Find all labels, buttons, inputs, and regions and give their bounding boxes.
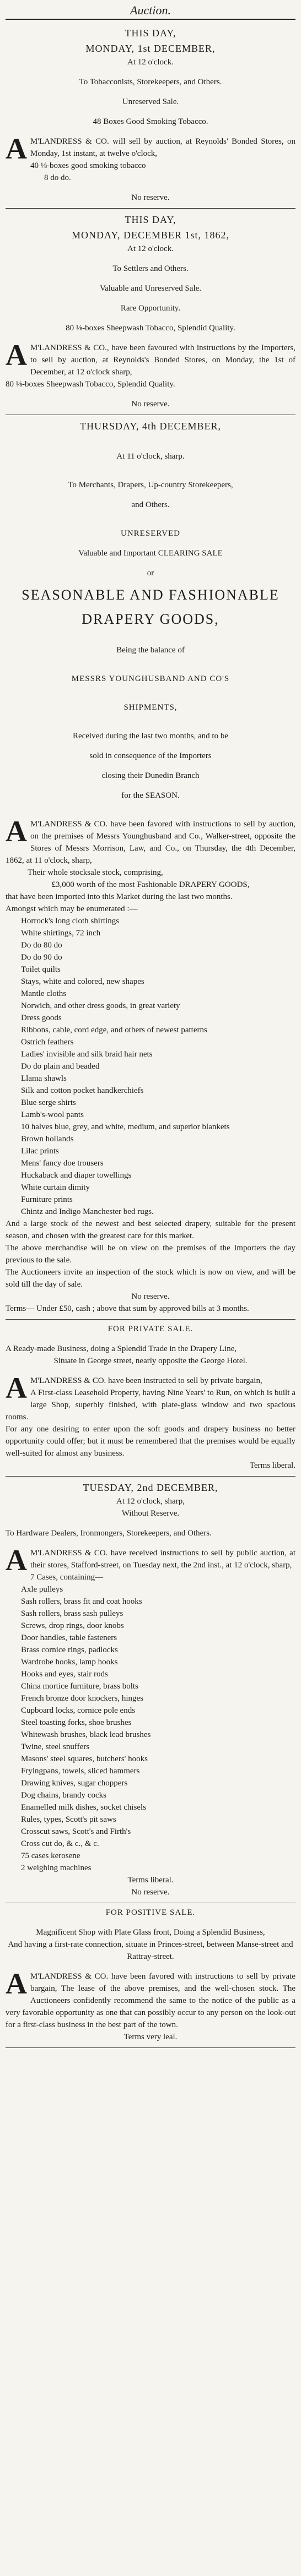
list-item: Whitewash brushes, black lead brushes (21, 1730, 151, 1739)
list-item: Steel toasting forks, shoe brushes (21, 1718, 132, 1727)
ad-audience: To Settlers and Others. (112, 264, 189, 273)
list-item: Masons' steel squares, butchers' hooks (21, 1755, 148, 1763)
list-item: Toilet quilts (21, 965, 61, 974)
list-item: Brass cornice rings, padlocks (21, 1646, 118, 1654)
ad-line: And having a first-rate connection, situate in Princes-street, between Manse-street and Rattray-street. (8, 1940, 293, 1961)
ad-line: 40 ⅛-boxes good smoking tobacco (30, 161, 146, 170)
ad-para-3: The Auctioneers invite an inspection of the stock which is now on view, and will be sold till the day of sale. (6, 1268, 295, 1289)
drop-cap: A (6, 339, 27, 372)
ad-rare: Rare Opportunity. (120, 304, 181, 313)
ad-line: Magnificent Shop with Plate Glass front, Doing a Splendid Business, (36, 1928, 265, 1937)
ad-body-3: £3,000 worth of the most Fashionable DRAPERY GOODS, (51, 880, 250, 889)
ad-date: TUESDAY, 2nd DECEMBER, (83, 1482, 218, 1493)
ad-lot: 80 ⅛-boxes Sheepwash Tobacco, Splendid Quality. (66, 324, 235, 333)
list-item: Blue serge shirts (21, 1098, 76, 1107)
ad-valuable: Valuable and Important CLEARING SALE (78, 549, 223, 558)
list-item: Fryingpans, towels, sliced hammers (21, 1767, 140, 1776)
ad-reserve: No reserve. (131, 400, 170, 409)
list-item: Mens' fancy doe trousers (21, 1159, 104, 1168)
ad-or: or (147, 569, 154, 578)
ad-being: Being the balance of (116, 646, 185, 655)
list-item: 10 halves blue, grey, and white, medium, and superior blankets (21, 1123, 230, 1131)
ad-terms: Terms liberal. (249, 1461, 295, 1470)
ad-drapery: DRAPERY GOODS, (82, 611, 219, 627)
ad-among: Amongst which may be enumerated :— (6, 905, 138, 913)
list-item: Huckaback and diaper towellings (21, 1171, 132, 1180)
goods-list (6, 915, 295, 1218)
drop-cap: A (6, 1544, 27, 1577)
ad-when: MONDAY, 1st DECEMBER, (85, 43, 216, 54)
ad-received-3: closing their Dunedin Branch (101, 771, 200, 780)
list-item: Dog chains, brandy cocks (21, 1791, 106, 1800)
ad-without: Without Reserve. (121, 1509, 180, 1518)
list-item: Crosscut saws, Scott's and Firth's (21, 1827, 131, 1836)
list-item: Cupboard locks, cornice pole ends (21, 1706, 136, 1715)
list-item: Enamelled milk dishes, socket chisels (21, 1803, 147, 1812)
ad-body: M'LANDRESS & CO., have been favoured with instructions by the Importers, to sell by auction, at Reynolds's Bonded Stores, on Monday, the 1st of December, at 12 o'clock sharp, (30, 344, 295, 377)
list-item: Chintz and Indigo Manchester bed rugs. (21, 1207, 154, 1216)
ad-line: A Ready-made Business, doing a Splendid Trade in the Drapery Line, (6, 1344, 237, 1353)
ad-sale-type: Valuable and Unreserved Sale. (99, 284, 202, 293)
positive-sale-ad (6, 1903, 295, 2048)
list-item: Hooks and eyes, stair rods (21, 1670, 108, 1679)
ad-time: At 11 o'clock, sharp. (116, 452, 185, 461)
list-item: Lamb's-wool pants (21, 1110, 84, 1119)
list-item: 2 weighing machines (21, 1864, 92, 1872)
list-item: White shirtings, 72 inch (21, 929, 101, 938)
drop-cap: A (6, 1371, 27, 1404)
list-item: Twine, steel snuffers (21, 1742, 90, 1751)
ad-audience: To Merchants, Drapers, Up-country Storekeepers, (68, 481, 233, 489)
list-item: Do do 90 do (21, 953, 62, 962)
ad-body-2: Their whole stocksale stock, comprising, (28, 868, 163, 877)
list-item: Do do plain and beaded (21, 1062, 100, 1071)
auction-ad-drapery (6, 415, 295, 1320)
ad-terms: Terms very leal. (123, 2033, 178, 2041)
ad-line: 80 ⅛-boxes Sheepwash Tobacco, Splendid Quality. (6, 380, 175, 389)
ad-body: M'LANDRESS & CO. will sell by auction, at Reynolds' Bonded Stores, on Monday, 1st instant, at twelve o'clock, (30, 137, 295, 158)
ad-body: M'LANDRESS & CO. have been favored with instructions to sell by auction, on the premises of Messrs Younghusband and Co., Walker-street, opposite the Stores of Messrs Morrison, Law, and Co., on Thursday, the 4th December, 1862, at 11 o'clock, sharp, (6, 820, 295, 865)
ad-audience: To Tobacconists, Storekeepers, and Others. (79, 78, 222, 86)
list-item: Llama shawls (21, 1074, 67, 1083)
ad-audience: To Hardware Dealers, Ironmongers, Storekeepers, and Others. (6, 1529, 212, 1538)
drop-cap: A (6, 132, 27, 165)
ad-body: M'LANDRESS & CO. have received instructions to sell by public auction, at their stores, Stafford-street, on Tuesday next, the 2nd inst., at 12 o'clock, sharp, (30, 1549, 295, 1570)
ad-sale-type: Unreserved Sale. (122, 97, 179, 106)
ad-line: 8 do do. (44, 173, 71, 182)
list-item: Screws, drop rings, door knobs (21, 1621, 124, 1630)
auction-ad-sheepwash (6, 209, 295, 415)
list-item: White curtain dimity (21, 1183, 90, 1192)
list-item: Mantle cloths (21, 989, 67, 998)
ad-body-2: A First-class Leasehold Property, having Nine Years' to Run, on which is built a large Shop, superbly finished, with plate-glass window and two spacious rooms. (6, 1388, 295, 1422)
list-item: Do do 80 do (21, 941, 62, 950)
auction-ad-hardware (6, 1477, 295, 1903)
list-item: Brown hollands (21, 1135, 74, 1143)
ad-reserve: No reserve. (131, 193, 170, 202)
ad-line: Situate in George street, nearly opposite the George Hotel. (53, 1357, 248, 1365)
list-item: Axle pulleys (21, 1585, 63, 1594)
hardware-list (6, 1583, 295, 1874)
list-item: China mortice furniture, brass bolts (21, 1682, 138, 1691)
ad-body-4: that have been imported into this Market during the last two months. (6, 892, 233, 901)
list-item: Sash rollers, brass sash pulleys (21, 1609, 123, 1618)
list-item: French bronze door knockers, hinges (21, 1694, 144, 1703)
section-heading: Auction. (6, 3, 295, 20)
ad-audience-2: and Others. (131, 500, 170, 509)
ad-time: At 12 o'clock. (127, 58, 174, 67)
ad-unreserved: UNRESERVED (121, 529, 180, 538)
newspaper-column (6, 0, 295, 2048)
ad-date: THIS DAY, (125, 214, 176, 225)
list-item: Horrock's long cloth shirtings (21, 917, 120, 925)
ad-when: THURSDAY, 4th DECEMBER, (79, 421, 222, 432)
drop-cap: A (6, 815, 27, 848)
auction-ad-tobacco (6, 22, 295, 209)
ad-received-4: for the SEASON. (121, 791, 180, 800)
list-item: Sash rollers, brass fit and coat hooks (21, 1597, 142, 1606)
drop-cap: A (6, 1967, 27, 2000)
ad-reserve: No reserve. (131, 1888, 170, 1897)
list-item: Drawing knives, sugar choppers (21, 1779, 128, 1788)
ad-shipments: SHIPMENTS, (123, 703, 178, 712)
ad-terms: Terms— Under £50, cash ; above that sum by approved bills at 3 months. (6, 1304, 249, 1313)
list-item: Stays, white and colored, new shapes (21, 977, 144, 986)
list-item: Ostrich feathers (21, 1038, 74, 1047)
ad-body-3: For any one desiring to enter upon the soft goods and drapery business no better opportunity could offer; but it must be remembered that the premises would be equally well-suited for almost any business. (6, 1425, 295, 1458)
ad-messrs: MESSRS YOUNGHUSBAND AND CO'S (71, 674, 230, 683)
list-item: 75 cases kerosene (21, 1851, 80, 1860)
ad-when: MONDAY, DECEMBER 1st, 1862, (71, 230, 230, 241)
ad-time: At 12 o'clock. (127, 244, 174, 253)
ad-received-2: sold in consequence of the Importers (89, 751, 212, 760)
ad-date: THIS DAY, (125, 28, 176, 39)
ad-seasonable: SEASONABLE AND FASHIONABLE (22, 587, 280, 603)
list-item: Door handles, table fasteners (21, 1633, 117, 1642)
ad-cases: 7 Cases, containing— (30, 1573, 104, 1582)
ad-body: M'LANDRESS & CO. have been instructed to sell by private bargain, (30, 1376, 262, 1385)
ad-received-1: Received during the last two months, and to be (72, 732, 229, 740)
list-item: Norwich, and other dress goods, in great variety (21, 1001, 180, 1010)
list-item: Dress goods (21, 1014, 62, 1022)
ad-terms: Terms liberal. (127, 1876, 174, 1885)
list-item: Silk and cotton pocket handkerchiefs (21, 1086, 144, 1095)
list-item: Ladies' invisible and silk braid hair nets (21, 1050, 153, 1059)
list-item: Wardrobe hooks, lamp hooks (21, 1658, 118, 1666)
ad-para-1: And a large stock of the newest and best selected drapery, suitable for the present season, and chosen with the greatest care for this market. (6, 1219, 295, 1240)
private-sale-ad (6, 1320, 295, 1477)
list-item: Furniture prints (21, 1195, 73, 1204)
ad-time: At 12 o'clock, sharp, (116, 1497, 185, 1506)
list-item: Ribbons, cable, cord edge, and others of newest patterns (21, 1026, 207, 1034)
ad-title: FOR PRIVATE SALE. (108, 1325, 194, 1333)
ad-lot: 48 Boxes Good Smoking Tobacco. (93, 117, 208, 126)
ad-reserve: No reserve. (131, 1292, 170, 1301)
list-item: Lilac prints (21, 1147, 59, 1156)
ad-title: FOR POSITIVE SALE. (105, 1908, 196, 1917)
list-item: Rules, types, Scott's pit saws (21, 1815, 116, 1824)
ad-para-2: The above merchandise will be on view on the premises of the Importers the day previous to the sale. (6, 1244, 295, 1265)
list-item: Cross cut do, & c., & c. (21, 1839, 99, 1848)
ad-body: M'LANDRESS & CO. have been favored with instructions to sell by private bargain, The lease of the above premises, and the well-chosen stock. The Auctioneers confidently recommend the same to the notice of the public as a very favorable opportunity as one that can possibly occur to any person on the look-out for a first-class business in the best part of the town. (6, 1972, 295, 2029)
